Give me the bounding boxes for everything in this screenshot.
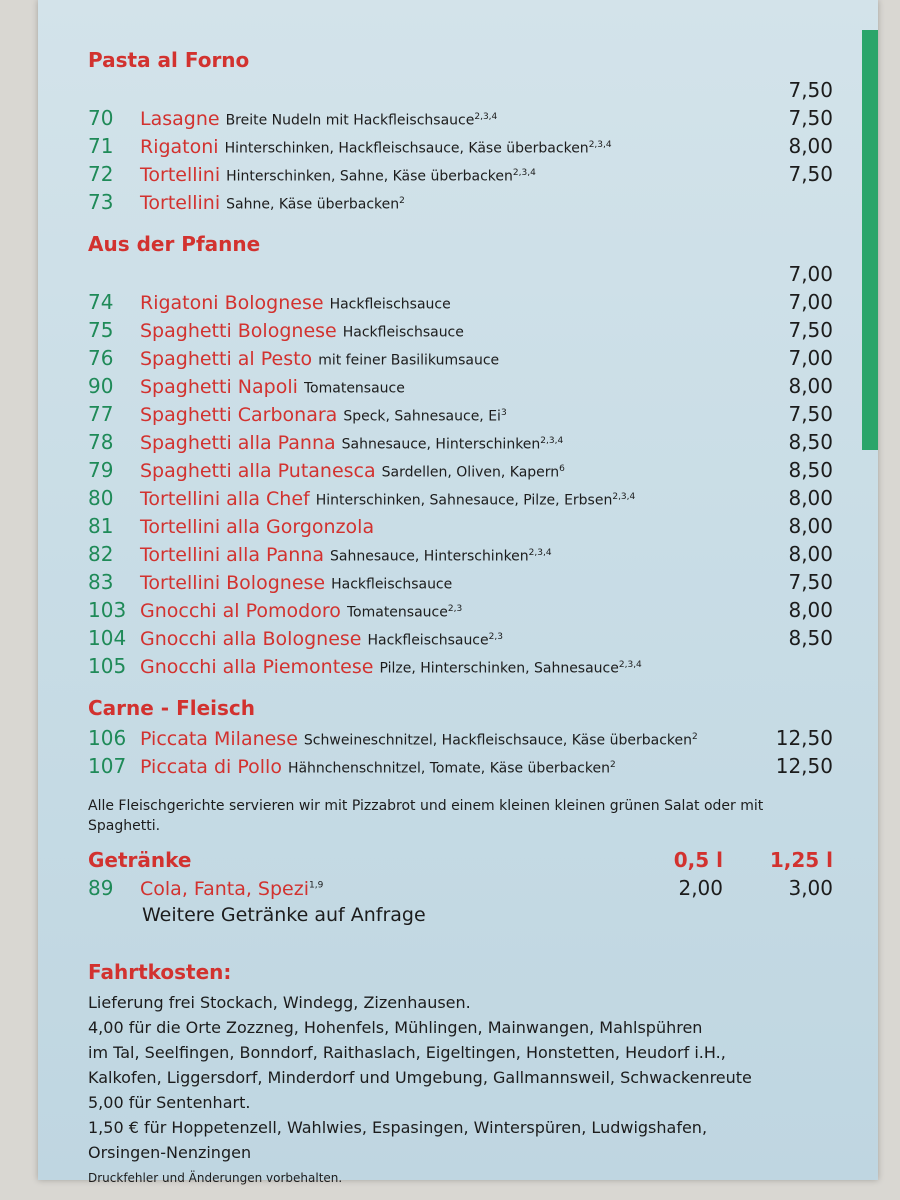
description-text: Tomatensauce <box>303 381 405 397</box>
allergen-note: 2 <box>691 732 698 743</box>
item-price: 12,50 <box>775 726 833 750</box>
item-price: 8,00 <box>788 514 833 538</box>
item-name: Tortellini Bolognese <box>140 572 326 594</box>
menu-item <box>88 598 833 626</box>
item-price: 7,50 <box>788 106 833 130</box>
delivery-lines <box>88 990 833 1165</box>
menu-item <box>88 134 833 162</box>
item-name: Spaghetti al Pesto <box>140 348 313 370</box>
item-number: 71 <box>88 134 114 158</box>
item-description <box>226 196 753 213</box>
drink-price-large: 3,00 <box>788 876 833 900</box>
menu-item <box>88 402 833 430</box>
delivery-title: Fahrtkosten: <box>88 960 232 984</box>
item-price: 8,00 <box>788 598 833 622</box>
allergen-note: 6 <box>559 464 565 475</box>
menu-item <box>88 262 833 290</box>
drinks-size-small: 0,5 l <box>673 848 723 872</box>
item-name: Spaghetti Carbonara <box>140 404 338 426</box>
item-name <box>140 878 607 900</box>
section-title: Pasta al Forno <box>88 48 250 72</box>
menu-item <box>88 290 833 318</box>
item-price: 8,50 <box>788 626 833 650</box>
item-number: 82 <box>88 542 114 566</box>
item-name: Piccata Milanese <box>140 728 298 750</box>
item-name: Rigatoni <box>140 136 219 158</box>
item-name: Spaghetti Napoli <box>140 376 298 398</box>
item-price: 7,50 <box>788 402 833 426</box>
allergen-note: 2,3,4 <box>512 168 536 179</box>
item-name: Rigatoni Bolognese <box>140 292 324 314</box>
item-price: 8,00 <box>788 134 833 158</box>
allergen-note: 2,3,4 <box>588 140 612 151</box>
item-name: Tortellini <box>140 192 221 214</box>
description-text: Hinterschinken, Sahne, Käse überbacken <box>226 169 513 185</box>
meat-note: Alle Fleischgerichte servieren wir mit Pizzabrot und einem kleinen kleinen grünen Salat oder mit Spaghetti. <box>88 798 764 834</box>
allergen-note: 2 <box>609 760 616 771</box>
item-number: 103 <box>88 598 127 622</box>
item-number: 77 <box>88 402 114 426</box>
drink-price-small: 2,00 <box>678 876 723 900</box>
menu-item <box>88 458 833 486</box>
drinks-item <box>88 876 833 904</box>
more-drinks-note: Weitere Getränke auf Anfrage <box>142 904 426 926</box>
item-name: Tortellini alla Chef <box>140 488 310 510</box>
item-number: 89 <box>88 876 114 900</box>
drinks-size-large: 1,25 l <box>769 848 833 872</box>
description-text: Hackfleischsauce <box>329 297 451 313</box>
item-description <box>304 732 753 749</box>
allergen-note: 2,3,4 <box>474 112 498 123</box>
menu-item <box>88 514 833 542</box>
description-text: Sardellen, Oliven, Kapern <box>381 465 560 481</box>
menu-item <box>88 654 833 682</box>
menu-item <box>88 754 833 782</box>
item-name: Gnocchi al Pomodoro <box>140 600 341 622</box>
allergen-note: 2,3 <box>488 632 503 643</box>
item-description <box>347 604 753 621</box>
item-name: Spaghetti Bolognese <box>140 320 337 342</box>
menu-item <box>88 542 833 570</box>
delivery-line: 4,00 für die Orte Zozzneg, Hohenfels, Mühlingen, Mainwangen, Mahlspühren <box>88 1018 703 1037</box>
description-text: Sahnesauce, Hinterschinken <box>341 437 541 453</box>
menu-item <box>88 190 833 218</box>
menu-item <box>88 626 833 654</box>
item-description <box>288 760 753 777</box>
item-number: 70 <box>88 106 114 130</box>
allergen-note: 1,9 <box>309 880 324 891</box>
item-name: Tortellini <box>140 164 221 186</box>
item-name: Gnocchi alla Piemontese <box>140 656 374 678</box>
allergen-note: 3 <box>500 408 507 419</box>
green-edge-strip <box>862 30 878 450</box>
description-text: Hähnchenschnitzel, Tomate, Käse überbacken <box>287 761 610 777</box>
item-number: 81 <box>88 514 114 538</box>
item-price: 12,50 <box>775 754 833 778</box>
item-name: Spaghetti alla Putanesca <box>140 460 376 482</box>
description-text: Pilze, Hinterschinken, Sahnesauce <box>379 661 619 677</box>
item-number: 79 <box>88 458 114 482</box>
item-description <box>226 168 753 185</box>
item-description <box>318 352 753 369</box>
item-name: Tortellini alla Gorgonzola <box>140 516 375 538</box>
item-number: 83 <box>88 570 114 594</box>
menu-item <box>88 570 833 598</box>
item-description <box>330 548 753 565</box>
allergen-note: 2,3,4 <box>612 492 636 503</box>
item-description <box>343 324 753 341</box>
description-text: Hackfleischsauce <box>342 325 464 341</box>
item-description <box>367 632 753 649</box>
menu-section <box>88 696 833 782</box>
item-price: 7,50 <box>788 78 833 102</box>
drink-name-text: Cola, Fanta, Spezi <box>140 878 309 900</box>
allergen-note: 2,3,4 <box>528 548 552 559</box>
item-description <box>342 436 753 453</box>
description-text: Speck, Sahnesauce, Ei <box>343 409 501 425</box>
description-text: Hinterschinken, Sahnesauce, Pilze, Erbsen <box>315 493 613 509</box>
allergen-note: 2,3,4 <box>540 436 564 447</box>
drinks-header <box>88 848 833 876</box>
menu-item <box>88 374 833 402</box>
item-name: Piccata di Pollo <box>140 756 282 778</box>
delivery-line: im Tal, Seelfingen, Bonndorf, Raithaslach, Eigeltingen, Honstetten, Heudorf i.H., <box>88 1043 726 1062</box>
item-name: Tortellini alla Panna <box>140 544 325 566</box>
menu-item <box>88 486 833 514</box>
item-number: 76 <box>88 346 114 370</box>
item-price: 8,50 <box>788 458 833 482</box>
item-price: 7,50 <box>788 162 833 186</box>
item-number: 107 <box>88 754 127 778</box>
delivery-costs <box>88 960 833 1185</box>
item-price: 8,00 <box>788 542 833 566</box>
menu-item <box>88 318 833 346</box>
item-description <box>382 464 753 481</box>
allergen-note: 2 <box>399 196 405 207</box>
item-name: Lasagne <box>140 108 220 130</box>
menu-page <box>38 0 878 1185</box>
description-text: Breite Nudeln mit Hackfleischsauce <box>225 113 475 129</box>
section-title: Aus der Pfanne <box>88 232 261 256</box>
item-description <box>304 380 753 397</box>
item-number: 74 <box>88 290 114 314</box>
delivery-line: Lieferung frei Stockach, Windegg, Zizenhausen. <box>88 993 471 1012</box>
menu-item <box>88 106 833 134</box>
menu-section <box>88 232 833 682</box>
description-text: Hackfleischsauce <box>367 633 489 649</box>
description-text: Hackfleischsauce <box>331 577 453 593</box>
drinks-section <box>88 848 833 934</box>
disclaimer: Druckfehler und Änderungen vorbehalten. <box>88 1171 343 1185</box>
delivery-line: 5,00 für Sentenhart. <box>88 1093 251 1112</box>
item-price: 7,00 <box>788 346 833 370</box>
allergen-note: 2,3 <box>447 604 463 615</box>
allergen-note: 2,3,4 <box>618 660 642 671</box>
menu-item <box>88 430 833 458</box>
item-price: 7,50 <box>788 318 833 342</box>
item-name: Spaghetti alla Panna <box>140 432 336 454</box>
item-number: 105 <box>88 654 127 678</box>
item-price: 8,00 <box>788 374 833 398</box>
menu-item <box>88 726 833 754</box>
description-text: mit feiner Basilikumsauce <box>318 353 500 369</box>
description-text: Hinterschinken, Hackfleischsauce, Käse überbacken <box>224 141 589 157</box>
item-price: 8,50 <box>788 430 833 454</box>
item-price: 7,00 <box>788 262 833 286</box>
description-text: Sahnesauce, Hinterschinken <box>330 549 529 565</box>
item-number: 80 <box>88 486 114 510</box>
item-description <box>330 296 753 313</box>
item-price: 7,00 <box>788 290 833 314</box>
item-number: 106 <box>88 726 127 750</box>
item-description <box>343 408 753 425</box>
menu-sections <box>88 48 833 782</box>
item-description <box>225 140 753 157</box>
description-text: Sahne, Käse überbacken <box>226 197 400 213</box>
item-number: 72 <box>88 162 114 186</box>
item-description <box>316 492 753 509</box>
drinks-title: Getränke <box>88 848 192 872</box>
menu-section <box>88 48 833 218</box>
item-description <box>379 660 753 677</box>
menu-item <box>88 162 833 190</box>
item-price: 8,00 <box>788 486 833 510</box>
item-number: 78 <box>88 430 114 454</box>
menu-item <box>88 346 833 374</box>
delivery-line: 1,50 € für Hoppetenzell, Wahlwies, Espasingen, Winterspüren, Ludwigshafen, <box>88 1118 708 1137</box>
item-description <box>226 112 753 129</box>
item-number: 75 <box>88 318 114 342</box>
section-title: Carne - Fleisch <box>88 696 256 720</box>
item-description <box>331 576 753 593</box>
item-name: Gnocchi alla Bolognese <box>140 628 362 650</box>
menu-item <box>88 78 833 106</box>
item-number: 90 <box>88 374 114 398</box>
item-price: 7,50 <box>788 570 833 594</box>
delivery-line: Orsingen-Nenzingen <box>88 1143 252 1162</box>
item-number: 104 <box>88 626 127 650</box>
description-text: Schweineschnitzel, Hackfleischsauce, Käse überbacken <box>303 733 692 749</box>
description-text: Tomatensauce <box>346 605 448 621</box>
menu-content <box>88 48 833 1185</box>
delivery-line: Kalkofen, Liggersdorf, Minderdorf und Umgebung, Gallmannsweil, Schwackenreute <box>88 1068 752 1087</box>
item-number: 73 <box>88 190 114 214</box>
